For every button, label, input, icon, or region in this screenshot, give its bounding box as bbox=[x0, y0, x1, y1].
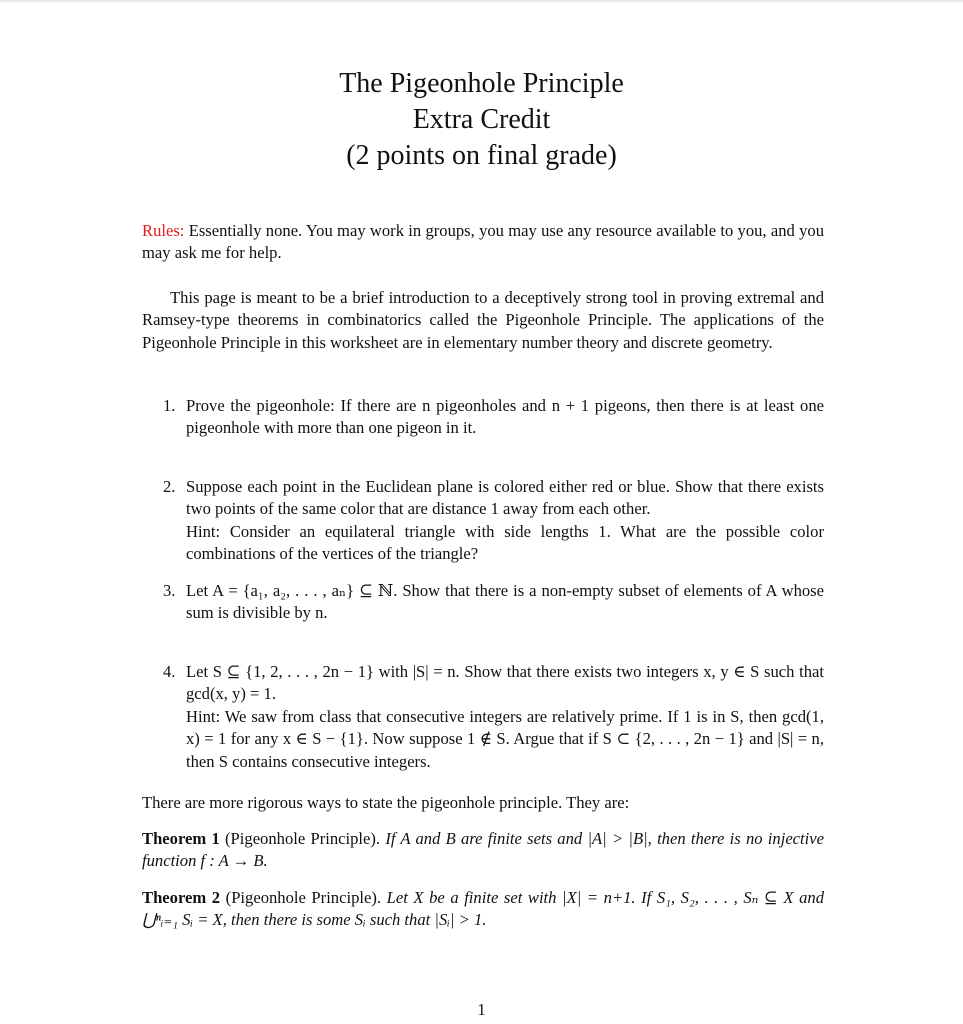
problem-item bbox=[163, 395, 824, 440]
problem-item bbox=[163, 476, 824, 566]
problem-item bbox=[163, 661, 824, 773]
theorem-name: (Pigeonhole Principle). bbox=[225, 829, 381, 848]
problem-text: Suppose each point in the Euclidean plane is colored either red or blue. Show that there exists two points of the same color that are distance 1 away from each other. bbox=[186, 477, 824, 519]
problem-text: Let A = {a₁, a₂, . . . , aₙ} ⊆ ℕ. Show that there is a non-empty subset of elements of A whose sum is divisible by n. bbox=[186, 581, 824, 623]
rigorous-intro: There are more rigorous ways to state the pigeonhole principle. They are: bbox=[142, 793, 630, 812]
theorem-head: Theorem 2 bbox=[142, 888, 221, 907]
problem-item bbox=[163, 580, 824, 625]
problem-number: 1. bbox=[163, 396, 176, 415]
theorem-head: Theorem 1 bbox=[142, 829, 220, 848]
page-number: 1 bbox=[477, 1000, 486, 1019]
problem-number: 3. bbox=[163, 581, 176, 600]
rules-paragraph bbox=[142, 220, 824, 265]
problem-text: Let S ⊆ {1, 2, . . . , 2n − 1} with |S| = n. Show that there exists two integers x, y ∈ S such that gcd(x, y) = 1. bbox=[186, 662, 824, 704]
theorem-body: If A and B are finite sets and |A| > |B|, then there is no injective function f : A → B. bbox=[142, 829, 824, 871]
problem-hint: Hint: Consider an equilateral triangle with side lengths 1. What are the possible color combinations of the vertices of the triangle? bbox=[186, 521, 824, 564]
theorem-1 bbox=[142, 828, 824, 873]
theorem-2 bbox=[142, 887, 824, 932]
title-line-2: Extra Credit bbox=[412, 104, 551, 135]
problem-text: Prove the pigeonhole: If there are n pigeonholes and n + 1 pigeons, then there is at least one pigeonhole with more than one pigeon in it. bbox=[186, 396, 824, 438]
document-title bbox=[0, 66, 963, 174]
title-line-1: The Pigeonhole Principle bbox=[339, 68, 624, 99]
problem-number: 4. bbox=[163, 662, 176, 681]
problem-hint: Hint: We saw from class that consecutive integers are relatively prime. If 1 is in S, then gcd(1, x) = 1 for any x ∈ S − {1}. Now suppose 1 ∉ S. Argue that if S ⊂ {2, . . . , 2n − 1} and |S| = n, then S contains consecutive integers. bbox=[186, 706, 824, 771]
rules-text: Essentially none. You may work in groups, you may use any resource available to you, and you may ask me for help. bbox=[142, 221, 824, 263]
title-line-3: (2 points on final grade) bbox=[346, 140, 617, 171]
theorem-name: (Pigeonhole Principle). bbox=[225, 888, 382, 907]
theorem-body: Let X be a finite set with |X| = n+1. If S₁, S₂, . . . , Sₙ ⊆ X and ⋃ⁿᵢ₌₁ Sᵢ = X, then there is some Sᵢ such that |Sᵢ| > 1. bbox=[142, 888, 824, 930]
rules-label: Rules: bbox=[142, 221, 185, 240]
intro-paragraph: This page is meant to be a brief introduction to a deceptively strong tool in proving extremal and Ramsey-type theorems in combinatorics called the Pigeonhole Principle. The applications of the Pigeonhole Principle in this worksheet are in elementary number theory and discrete geometry. bbox=[142, 288, 824, 352]
problem-number: 2. bbox=[163, 477, 176, 496]
